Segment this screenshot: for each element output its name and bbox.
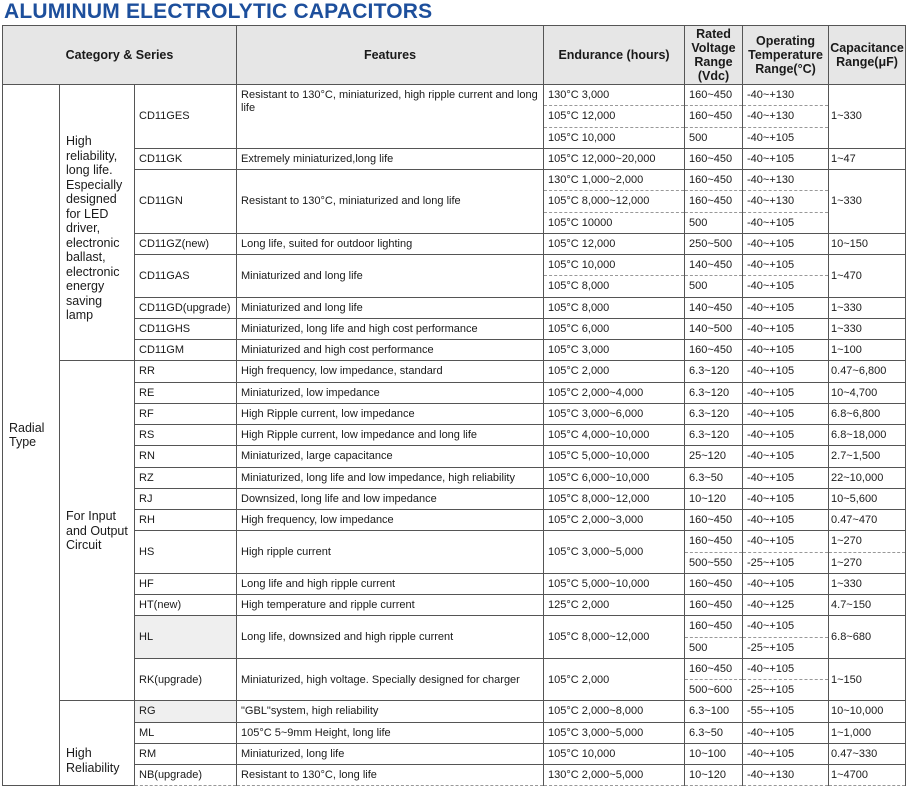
table-row xyxy=(3,85,906,106)
voltage-cell: 160~450 xyxy=(685,191,743,212)
endurance-cell: 105°C 8,000~12,000 xyxy=(544,488,685,509)
series-name: CD11GK xyxy=(135,148,237,169)
temperature-cell: -40~+105 xyxy=(743,361,829,382)
capacitance-cell: 1~330 xyxy=(829,297,906,318)
table-row xyxy=(3,382,906,403)
voltage-cell: 160~450 xyxy=(685,595,743,616)
temperature-cell: -40~+105 xyxy=(743,255,829,276)
series-features: Miniaturized, low impedance xyxy=(237,382,544,403)
capacitance-cell: 10~5,600 xyxy=(829,488,906,509)
table-row xyxy=(3,425,906,446)
series-features: High Ripple current, low impedance and long life xyxy=(237,425,544,446)
series-features: Miniaturized and long life xyxy=(237,255,544,298)
temperature-cell: -40~+105 xyxy=(743,340,829,361)
series-features: 105°C 5~9mm Height, long life xyxy=(237,722,544,743)
series-name: ML xyxy=(135,722,237,743)
endurance-cell: 105°C 5,000~10,000 xyxy=(544,446,685,467)
page-title: ALUMINUM ELECTROLYTIC CAPACITORS xyxy=(4,0,433,23)
series-name: RF xyxy=(135,403,237,424)
series-features: High temperature and ripple current xyxy=(237,595,544,616)
temperature-cell: -40~+105 xyxy=(743,233,829,254)
capacitance-cell: 10~150 xyxy=(829,233,906,254)
capacitance-cell: 1~270 xyxy=(829,552,906,573)
voltage-cell: 10~100 xyxy=(685,743,743,764)
capacitance-cell: 1~330 xyxy=(829,170,906,234)
series-features: High Ripple current, low impedance xyxy=(237,403,544,424)
endurance-cell: 105°C 2,000~4,000 xyxy=(544,382,685,403)
series-name: RZ xyxy=(135,467,237,488)
series-features: High ripple current xyxy=(237,531,544,574)
endurance-cell: 105°C 12,000 xyxy=(544,106,685,127)
series-name: HL xyxy=(135,616,237,659)
series-name: CD11GZ(new) xyxy=(135,233,237,254)
capacitance-cell: 1~150 xyxy=(829,658,906,701)
voltage-cell: 160~450 xyxy=(685,573,743,594)
endurance-cell: 105°C 4,000~10,000 xyxy=(544,425,685,446)
group-cell: High reliability, long life. Especially designed for LED driver, electronic ballast, electronic energy saving lamp xyxy=(60,85,135,361)
endurance-cell: 105°C 12,000~20,000 xyxy=(544,148,685,169)
endurance-cell: 105°C 3,000~6,000 xyxy=(544,403,685,424)
capacitance-cell: 1~1,000 xyxy=(829,722,906,743)
endurance-cell: 105°C 3,000~5,000 xyxy=(544,722,685,743)
series-name: RK(upgrade) xyxy=(135,658,237,701)
voltage-cell: 160~450 xyxy=(685,510,743,531)
endurance-cell: 105°C 2,000 xyxy=(544,658,685,701)
voltage-cell: 500~550 xyxy=(685,552,743,573)
endurance-cell: 105°C 3,000 xyxy=(544,340,685,361)
endurance-cell: 105°C 8,000~12,000 xyxy=(544,616,685,659)
capacitance-cell: 10~4,700 xyxy=(829,382,906,403)
series-features: Miniaturized, long life xyxy=(237,743,544,764)
temperature-cell: -40~+105 xyxy=(743,425,829,446)
voltage-cell: 160~450 xyxy=(685,106,743,127)
capacitance-cell: 1~330 xyxy=(829,85,906,149)
temperature-cell: -40~+125 xyxy=(743,595,829,616)
temperature-cell: -40~+105 xyxy=(743,318,829,339)
series-name: RH xyxy=(135,510,237,531)
series-features: Resistant to 130°C, miniaturized and long life xyxy=(237,170,544,234)
temperature-cell: -40~+105 xyxy=(743,212,829,233)
temperature-cell: -40~+105 xyxy=(743,510,829,531)
temperature-cell: -40~+105 xyxy=(743,531,829,552)
endurance-cell: 105°C 6,000~10,000 xyxy=(544,467,685,488)
table-row xyxy=(3,510,906,531)
endurance-cell: 105°C 12,000 xyxy=(544,233,685,254)
voltage-cell: 10~120 xyxy=(685,488,743,509)
table-row xyxy=(3,616,906,637)
voltage-cell: 6.3~100 xyxy=(685,701,743,722)
voltage-cell: 25~120 xyxy=(685,446,743,467)
capacitance-cell: 6.8~680 xyxy=(829,616,906,659)
group-cell: High Reliability xyxy=(60,701,135,786)
endurance-cell: 130°C 2,000~5,000 xyxy=(544,765,685,786)
endurance-cell: 105°C 2,000 xyxy=(544,361,685,382)
capacitance-cell: 1~4700 xyxy=(829,765,906,786)
series-features: Miniaturized, long life and low impedance, high reliability xyxy=(237,467,544,488)
temperature-cell: -40~+105 xyxy=(743,403,829,424)
capacitance-cell: 0.47~330 xyxy=(829,743,906,764)
temperature-cell: -40~+105 xyxy=(743,127,829,148)
series-name: RS xyxy=(135,425,237,446)
temperature-cell: -40~+105 xyxy=(743,382,829,403)
table-row xyxy=(3,318,906,339)
category-cell: Radial Type xyxy=(3,85,60,786)
voltage-cell: 6.3~120 xyxy=(685,425,743,446)
voltage-cell: 160~450 xyxy=(685,531,743,552)
endurance-cell: 105°C 6,000 xyxy=(544,318,685,339)
series-name: CD11GM xyxy=(135,340,237,361)
endurance-cell: 105°C 8,000 xyxy=(544,276,685,297)
voltage-cell: 160~450 xyxy=(685,658,743,679)
table-row xyxy=(3,573,906,594)
temperature-cell: -40~+105 xyxy=(743,148,829,169)
voltage-cell: 6.3~120 xyxy=(685,382,743,403)
voltage-cell: 6.3~50 xyxy=(685,467,743,488)
temperature-cell: -40~+130 xyxy=(743,85,829,106)
header-voltage: Rated Voltage Range (Vdc) xyxy=(685,26,743,85)
capacitance-cell: 6.8~18,000 xyxy=(829,425,906,446)
endurance-cell: 125°C 2,000 xyxy=(544,595,685,616)
voltage-cell: 500 xyxy=(685,127,743,148)
voltage-cell: 500 xyxy=(685,212,743,233)
series-name: CD11GN xyxy=(135,170,237,234)
series-name: CD11GHS xyxy=(135,318,237,339)
temperature-cell: -40~+105 xyxy=(743,743,829,764)
table-body xyxy=(3,85,906,786)
endurance-cell: 105°C 10000 xyxy=(544,212,685,233)
voltage-cell: 6.3~120 xyxy=(685,403,743,424)
series-features: Downsized, long life and low impedance xyxy=(237,488,544,509)
voltage-cell: 6.3~50 xyxy=(685,722,743,743)
table-row xyxy=(3,743,906,764)
capacitance-cell: 1~47 xyxy=(829,148,906,169)
endurance-cell: 105°C 10,000 xyxy=(544,255,685,276)
temperature-cell: -40~+130 xyxy=(743,765,829,786)
temperature-cell: -40~+105 xyxy=(743,573,829,594)
temperature-cell: -25~+105 xyxy=(743,637,829,658)
series-features: Miniaturized, large capacitance xyxy=(237,446,544,467)
series-features: Long life and high ripple current xyxy=(237,573,544,594)
endurance-cell: 130°C 1,000~2,000 xyxy=(544,170,685,191)
series-name: HT(new) xyxy=(135,595,237,616)
series-name: RN xyxy=(135,446,237,467)
table-row xyxy=(3,148,906,169)
table-row xyxy=(3,233,906,254)
series-name: NB(upgrade) xyxy=(135,765,237,786)
series-features: High frequency, low impedance, standard xyxy=(237,361,544,382)
series-features: Long life, downsized and high ripple current xyxy=(237,616,544,659)
temperature-cell: -40~+130 xyxy=(743,170,829,191)
table-row xyxy=(3,446,906,467)
capacitance-cell: 0.47~6,800 xyxy=(829,361,906,382)
table-row xyxy=(3,467,906,488)
series-name: RE xyxy=(135,382,237,403)
series-name: RG xyxy=(135,701,237,722)
endurance-cell: 105°C 2,000~8,000 xyxy=(544,701,685,722)
temperature-cell: -40~+105 xyxy=(743,446,829,467)
capacitance-cell: 1~100 xyxy=(829,340,906,361)
table-row xyxy=(3,531,906,552)
temperature-cell: -40~+105 xyxy=(743,722,829,743)
group-cell: For Input and Output Circuit xyxy=(60,361,135,701)
series-name: HF xyxy=(135,573,237,594)
capacitance-cell: 1~330 xyxy=(829,318,906,339)
table-row xyxy=(3,658,906,679)
temperature-cell: -40~+105 xyxy=(743,616,829,637)
series-features: Miniaturized, high voltage. Specially designed for charger xyxy=(237,658,544,701)
capacitance-cell: 10~10,000 xyxy=(829,701,906,722)
endurance-cell: 105°C 2,000~3,000 xyxy=(544,510,685,531)
capacitor-table xyxy=(2,25,906,786)
voltage-cell: 160~450 xyxy=(685,170,743,191)
voltage-cell: 250~500 xyxy=(685,233,743,254)
temperature-cell: -55~+105 xyxy=(743,701,829,722)
series-features: Miniaturized and high cost performance xyxy=(237,340,544,361)
series-features: Resistant to 130°C, miniaturized, high ripple current and long life xyxy=(237,85,544,149)
header-features: Features xyxy=(237,26,544,85)
series-features: Extremely miniaturized,long life xyxy=(237,148,544,169)
table-row xyxy=(3,403,906,424)
series-name: RM xyxy=(135,743,237,764)
voltage-cell: 140~450 xyxy=(685,255,743,276)
voltage-cell: 160~450 xyxy=(685,616,743,637)
capacitance-cell: 4.7~150 xyxy=(829,595,906,616)
temperature-cell: -40~+105 xyxy=(743,297,829,318)
series-features: High frequency, low impedance xyxy=(237,510,544,531)
capacitance-cell: 1~470 xyxy=(829,255,906,298)
voltage-cell: 140~500 xyxy=(685,318,743,339)
table-row xyxy=(3,361,906,382)
table-row xyxy=(3,255,906,276)
table-row xyxy=(3,595,906,616)
voltage-cell: 6.3~120 xyxy=(685,361,743,382)
series-features: Long life, suited for outdoor lighting xyxy=(237,233,544,254)
table-row xyxy=(3,297,906,318)
series-name: RR xyxy=(135,361,237,382)
temperature-cell: -40~+130 xyxy=(743,191,829,212)
endurance-cell: 105°C 8,000~12,000 xyxy=(544,191,685,212)
voltage-cell: 500~600 xyxy=(685,680,743,701)
capacitance-cell: 1~330 xyxy=(829,573,906,594)
series-features: Resistant to 130°C, long life xyxy=(237,765,544,786)
capacitance-cell: 2.7~1,500 xyxy=(829,446,906,467)
table-row xyxy=(3,170,906,191)
capacitance-cell: 22~10,000 xyxy=(829,467,906,488)
series-name: CD11GD(upgrade) xyxy=(135,297,237,318)
series-name: HS xyxy=(135,531,237,574)
series-name: RJ xyxy=(135,488,237,509)
table-row xyxy=(3,701,906,722)
temperature-cell: -40~+105 xyxy=(743,488,829,509)
capacitance-cell: 1~270 xyxy=(829,531,906,552)
endurance-cell: 105°C 8,000 xyxy=(544,297,685,318)
header-category: Category & Series xyxy=(3,26,237,85)
temperature-cell: -25~+105 xyxy=(743,680,829,701)
table-row xyxy=(3,488,906,509)
series-name: CD11GES xyxy=(135,85,237,149)
voltage-cell: 10~120 xyxy=(685,765,743,786)
endurance-cell: 105°C 5,000~10,000 xyxy=(544,573,685,594)
endurance-cell: 105°C 3,000~5,000 xyxy=(544,531,685,574)
endurance-cell: 105°C 10,000 xyxy=(544,743,685,764)
endurance-cell: 105°C 10,000 xyxy=(544,127,685,148)
series-features: Miniaturized and long life xyxy=(237,297,544,318)
endurance-cell: 130°C 3,000 xyxy=(544,85,685,106)
temperature-cell: -40~+105 xyxy=(743,658,829,679)
capacitance-cell: 6.8~6,800 xyxy=(829,403,906,424)
header-endurance: Endurance (hours) xyxy=(544,26,685,85)
temperature-cell: -40~+130 xyxy=(743,106,829,127)
table-row xyxy=(3,765,906,786)
series-features: Miniaturized, long life and high cost performance xyxy=(237,318,544,339)
voltage-cell: 140~450 xyxy=(685,297,743,318)
table-row xyxy=(3,340,906,361)
voltage-cell: 160~450 xyxy=(685,148,743,169)
voltage-cell: 500 xyxy=(685,276,743,297)
series-features: "GBL"system, high reliability xyxy=(237,701,544,722)
series-name: CD11GAS xyxy=(135,255,237,298)
voltage-cell: 160~450 xyxy=(685,85,743,106)
capacitance-cell: 0.47~470 xyxy=(829,510,906,531)
temperature-cell: -40~+105 xyxy=(743,276,829,297)
temperature-cell: -25~+105 xyxy=(743,552,829,573)
header-capacitance: Capacitance Range(μF) xyxy=(829,26,906,85)
header-temperature: Operating Temperature Range(°C) xyxy=(743,26,829,85)
voltage-cell: 160~450 xyxy=(685,340,743,361)
voltage-cell: 500 xyxy=(685,637,743,658)
temperature-cell: -40~+105 xyxy=(743,467,829,488)
table-row xyxy=(3,722,906,743)
